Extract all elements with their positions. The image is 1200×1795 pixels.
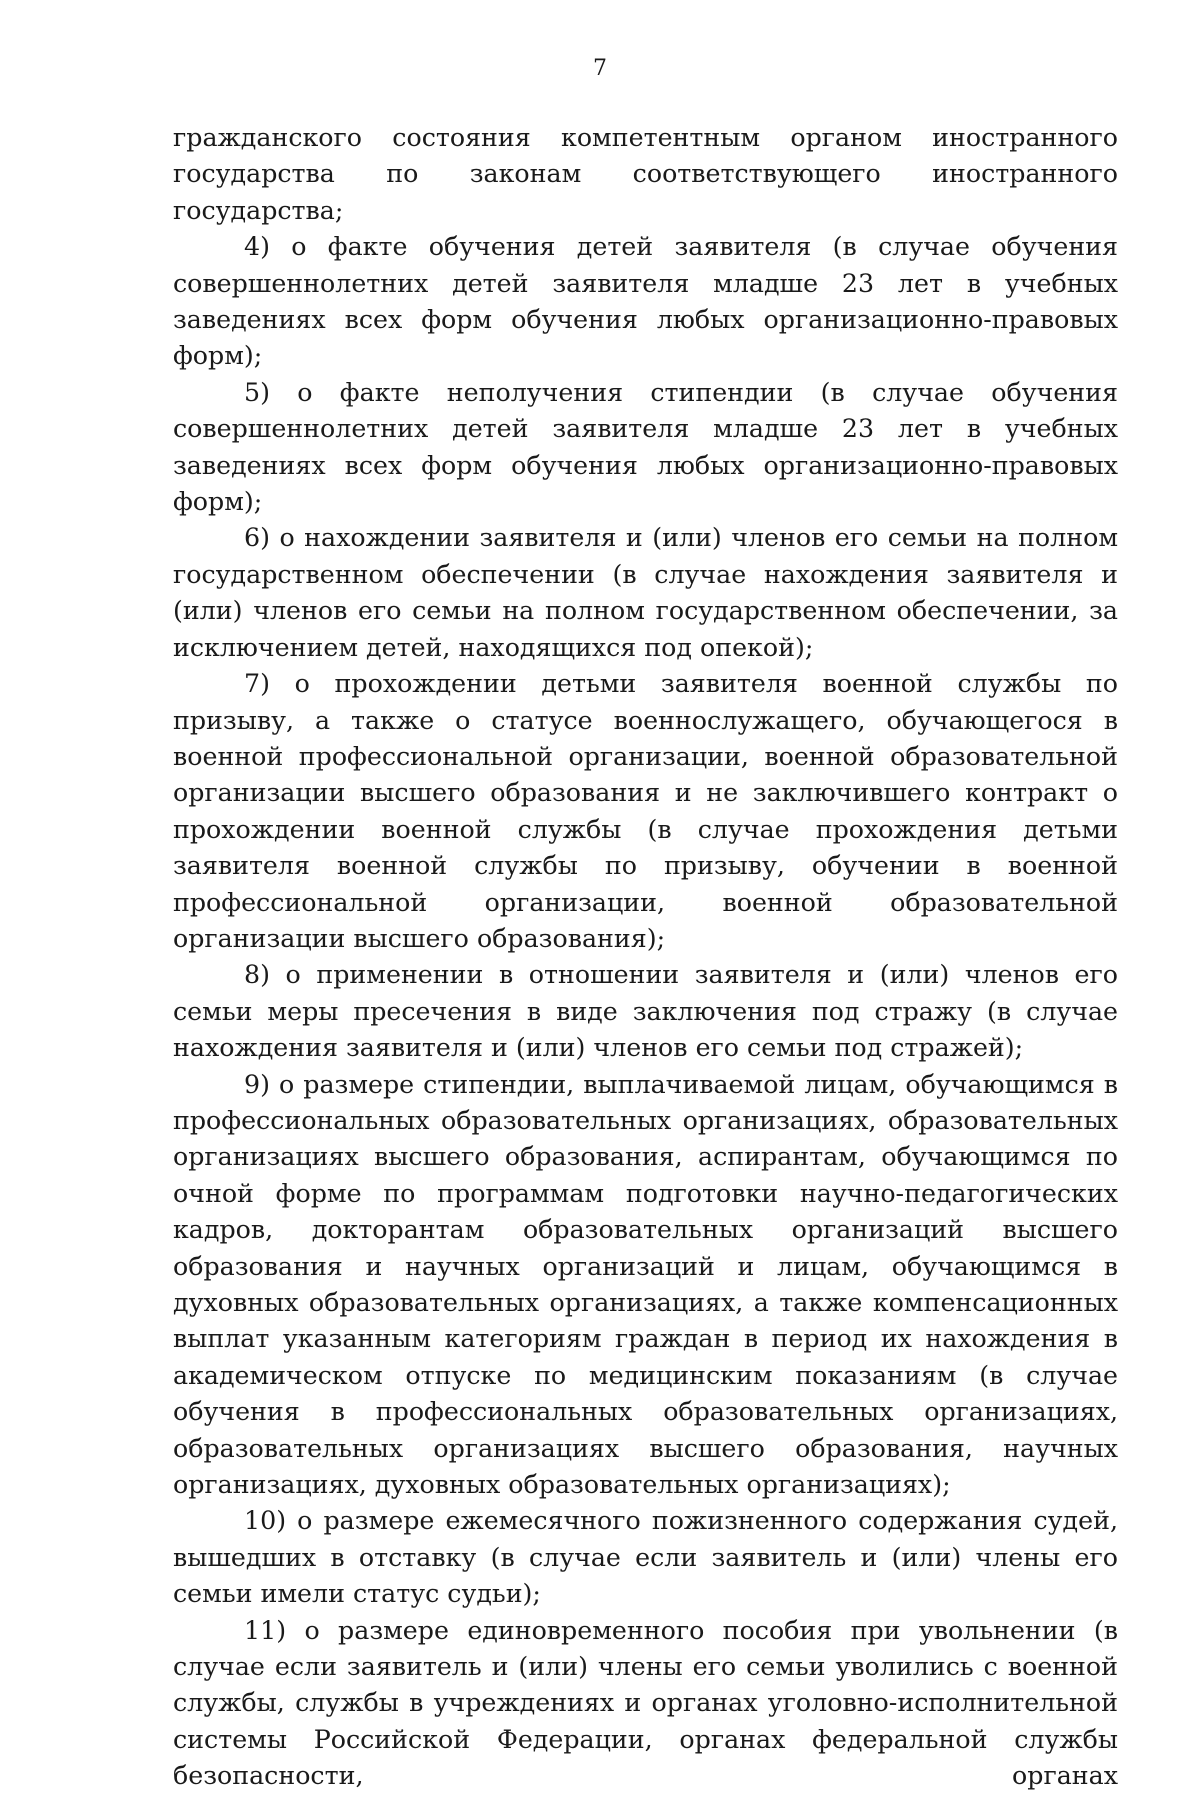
- paragraph-item-8: 8) о применении в отношении заявителя и (или) членов его семьи меры пресечения в виде заключения под стражу (в случае нахождения заявителя и (или) членов его семьи под стражей);: [173, 960, 1118, 1063]
- paragraph-item-9: 9) о размере стипендии, выплачиваемой лицам, обучающимся в профессиональных образовательных организациях, образовательных организациях высшего образования, аспирантам, обучающимся по очной форме по программам подготовки научно-педагогических кадров, докторантам образовательных организаций высшего образования и научных организаций и лицам, обучающимся в духовных образовательных организациях, а также компенсационных выплат указанным категориям граждан в период их нахождения в академическом отпуске по медицинским показаниям (в случае обучения в профессиональных образовательных организациях, образовательных организациях высшего образования, научных организациях, духовных образовательных организациях);: [173, 1069, 1118, 1500]
- paragraph-item-5: 5) о факте неполучения стипендии (в случае обучения совершеннолетних детей заявителя младше 23 лет в учебных заведениях всех форм обучения любых организационно-правовых форм);: [173, 377, 1118, 517]
- document-body: [173, 120, 1118, 1795]
- paragraph-continuation: гражданского состояния компетентным органом иностранного государства по законам соответствующего иностранного государства;: [173, 123, 1118, 225]
- paragraph-item-6: 6) о нахождении заявителя и (или) членов его семьи на полном государственном обеспечении (в случае нахождения заявителя и (или) членов его семьи на полном государственном обеспечении, за исключением детей, находящихся под опекой);: [173, 523, 1118, 662]
- paragraph-item-4: 4) о факте обучения детей заявителя (в случае обучения совершеннолетних детей заявителя младше 23 лет в учебных заведениях всех форм обучения любых организационно-правовых форм);: [173, 232, 1118, 371]
- paragraph-item-7: 7) о прохождении детьми заявителя военной службы по призыву, а также о статусе военнослужащего, обучающегося в военной профессиональной организации, военной образовательной организации высшего образования и не заключившего контракт о прохождении военной службы (в случае прохождения детьми заявителя военной службы по призыву, обучении в военной профессиональной организации, военной образовательной организации высшего образования);: [173, 669, 1118, 953]
- paragraph-item-11: 11) о размере единовременного пособия при увольнении (в случае если заявитель и (или) члены его семьи уволились с военной службы, службы в учреждениях и органах уголовно-исполнительной системы Российской Федерации, органах федеральной службы безопасности, органах: [173, 1615, 1118, 1791]
- paragraph-item-10: 10) о размере ежемесячного пожизненного содержания судей, вышедших в отставку (в случае если заявитель и (или) члены его семьи имели статус судьи);: [173, 1506, 1118, 1609]
- page-number: 7: [593, 56, 607, 81]
